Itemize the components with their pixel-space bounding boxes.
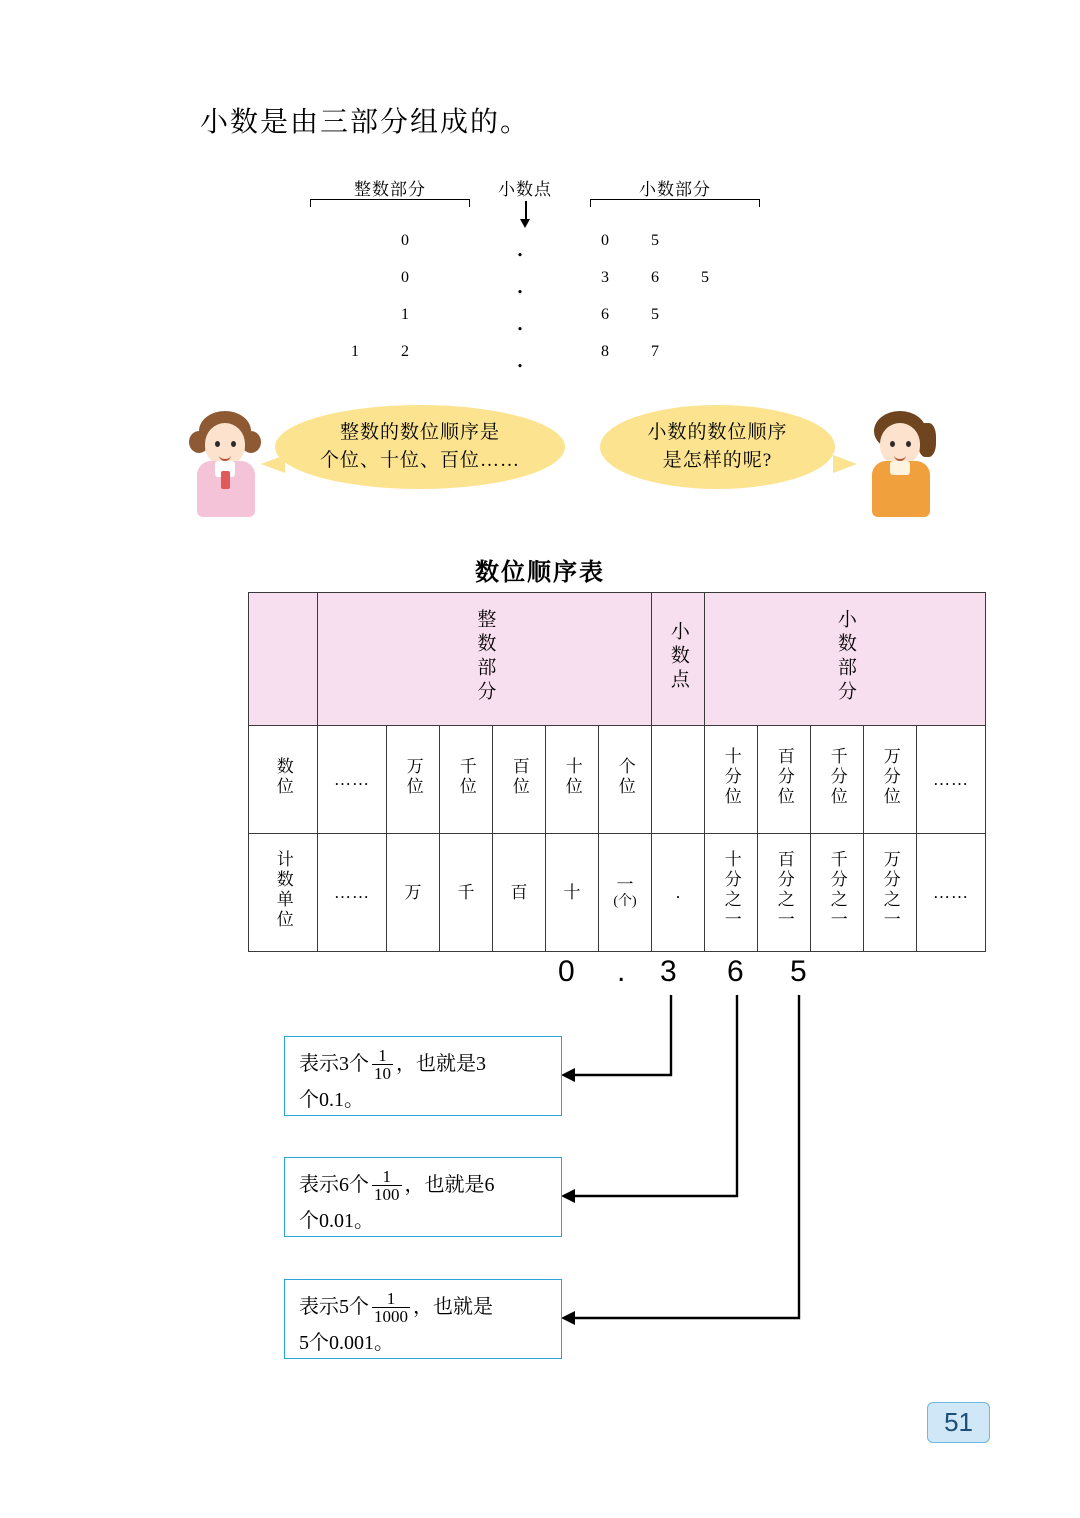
header-decimal-part [705,593,986,726]
decomp-r3-int1: 2 [401,343,409,360]
decomp-r0-dec0: 0 [601,232,609,249]
digit-cell-point [652,726,705,834]
digit-cell-3: 百位 [493,726,546,834]
callout-0-suffix: ，也就是3 [396,1052,486,1075]
decomp-r2-dec1: 5 [651,306,659,323]
digit-cell-0: …… [318,726,387,834]
callout-0-prefix: 表示3个 [299,1052,369,1075]
page-intro-text: 小数是由三部分组成的。 [200,107,531,138]
digit-cell-9: 千分位 [811,726,864,834]
decomp-r0-dot: . [516,232,524,262]
unit-cell-10: 万分之一 [864,834,917,952]
example-digit-2: 3 [660,955,677,988]
place-value-table [248,592,986,952]
unit-cell-point: . [652,834,705,952]
speech-right-line1: 小数的数位顺序 [647,422,788,444]
dialogue-section [185,400,945,520]
decomp-r2-int1: 1 [401,306,409,323]
speech-bubble-left [275,405,565,489]
label-decimal-point: 小数点 [498,180,552,199]
header-empty-corner [249,593,318,726]
label-integer-part: 整数部分 [354,180,426,199]
decomp-r1-dec1: 6 [651,269,659,286]
unit-one-main: 一 [616,874,634,894]
header-decimal-point [652,593,705,726]
unit-cell-8: 百分之一 [758,834,811,952]
example-digit-0: 0 [558,955,575,988]
speech-right-line2: 是怎样的呢? [662,450,773,471]
speech-left-line1: 整数的数位顺序是 [339,422,500,444]
digit-cell-11: …… [917,726,986,834]
digit-cell-4: 十位 [546,726,599,834]
place-value-table-title: 数位顺序表 [475,560,605,586]
callout-2-suffix: ，也就是 [413,1295,493,1318]
callout-0-line2: 个0.1。 [299,1088,364,1111]
decomp-r3-dec1: 7 [651,343,659,360]
digit-cell-7: 十分位 [705,726,758,834]
unit-cell-1: 万 [387,834,440,952]
unit-cell-7: 十分之一 [705,834,758,952]
callout-2-fraction: $\frac{1}{1000}$ [374,1289,408,1326]
page-number-badge: 51 [927,1402,990,1443]
header-integer-part [318,593,652,726]
unit-cell-3: 百 [493,834,546,952]
callout-1-suffix: ，也就是6 [404,1173,495,1196]
digit-cell-1: 万位 [387,726,440,834]
unit-cell-9: 千分之一 [811,834,864,952]
brace-integer-part [310,199,470,200]
table-row-unit [249,834,986,952]
decomp-r3-dot: . [516,343,524,373]
speech-bubble-right [600,405,835,489]
decomp-r0-dec1: 5 [651,232,659,249]
brace-decimal-part [590,199,760,200]
table-row-digit [249,726,986,834]
digit-cell-2: 千位 [440,726,493,834]
unit-cell-2: 千 [440,834,493,952]
example-digit-3: 6 [727,955,744,988]
decomp-r3-int0: 1 [351,343,359,360]
callout-0-fraction: $\frac{1}{10}$ [374,1046,391,1083]
header-decimal-part-label: 小数部分 [834,608,856,705]
unit-cell-11: …… [917,834,986,952]
student-illustration-right [860,405,940,520]
digit-cell-10: 万分位 [864,726,917,834]
decomposition-diagram [280,175,800,373]
callout-box-thousandths [284,1279,562,1359]
callout-1-fraction: $\frac{1}{100}$ [374,1167,400,1204]
student-illustration-left [185,405,265,520]
decomp-r1-int1: 0 [401,269,409,286]
example-digit-4: 5 [790,955,807,988]
decomp-r1-dot: . [516,269,524,299]
callout-box-tenths [284,1036,562,1116]
row-label-digit: 数位 [249,726,318,834]
unit-cell-4: 十 [546,834,599,952]
header-integer-part-label: 整数部分 [474,608,496,705]
header-decimal-point-label: 小数点 [667,620,689,693]
digit-cell-5: 个位 [599,726,652,834]
decomp-r2-dec0: 6 [601,306,609,323]
decomp-r0-int1: 0 [401,232,409,249]
speech-left-line2: 个位、十位、百位…… [319,450,520,471]
callout-box-hundredths [284,1157,562,1237]
decomp-r2-dot: . [516,306,524,336]
row-label-unit: 计数单位 [249,834,318,952]
callout-2-prefix: 表示5个 [299,1295,369,1318]
unit-cell-0: …… [318,834,387,952]
decomp-r1-dec0: 3 [601,269,609,286]
table-header-row [249,593,986,726]
callout-1-prefix: 表示6个 [299,1173,369,1196]
example-digit-point: . [617,955,626,988]
callout-2-line2: 5个0.001。 [299,1331,394,1354]
label-decimal-part: 小数部分 [639,180,711,199]
speech-tail-right [833,455,857,473]
decomp-r3-dec0: 8 [601,343,609,360]
digit-cell-8: 百分位 [758,726,811,834]
unit-cell-5 [599,834,652,952]
callout-1-line2: 个0.01。 [299,1209,374,1232]
decomp-r1-dec2: 5 [701,269,709,286]
unit-one-sub: (个) [613,894,637,910]
